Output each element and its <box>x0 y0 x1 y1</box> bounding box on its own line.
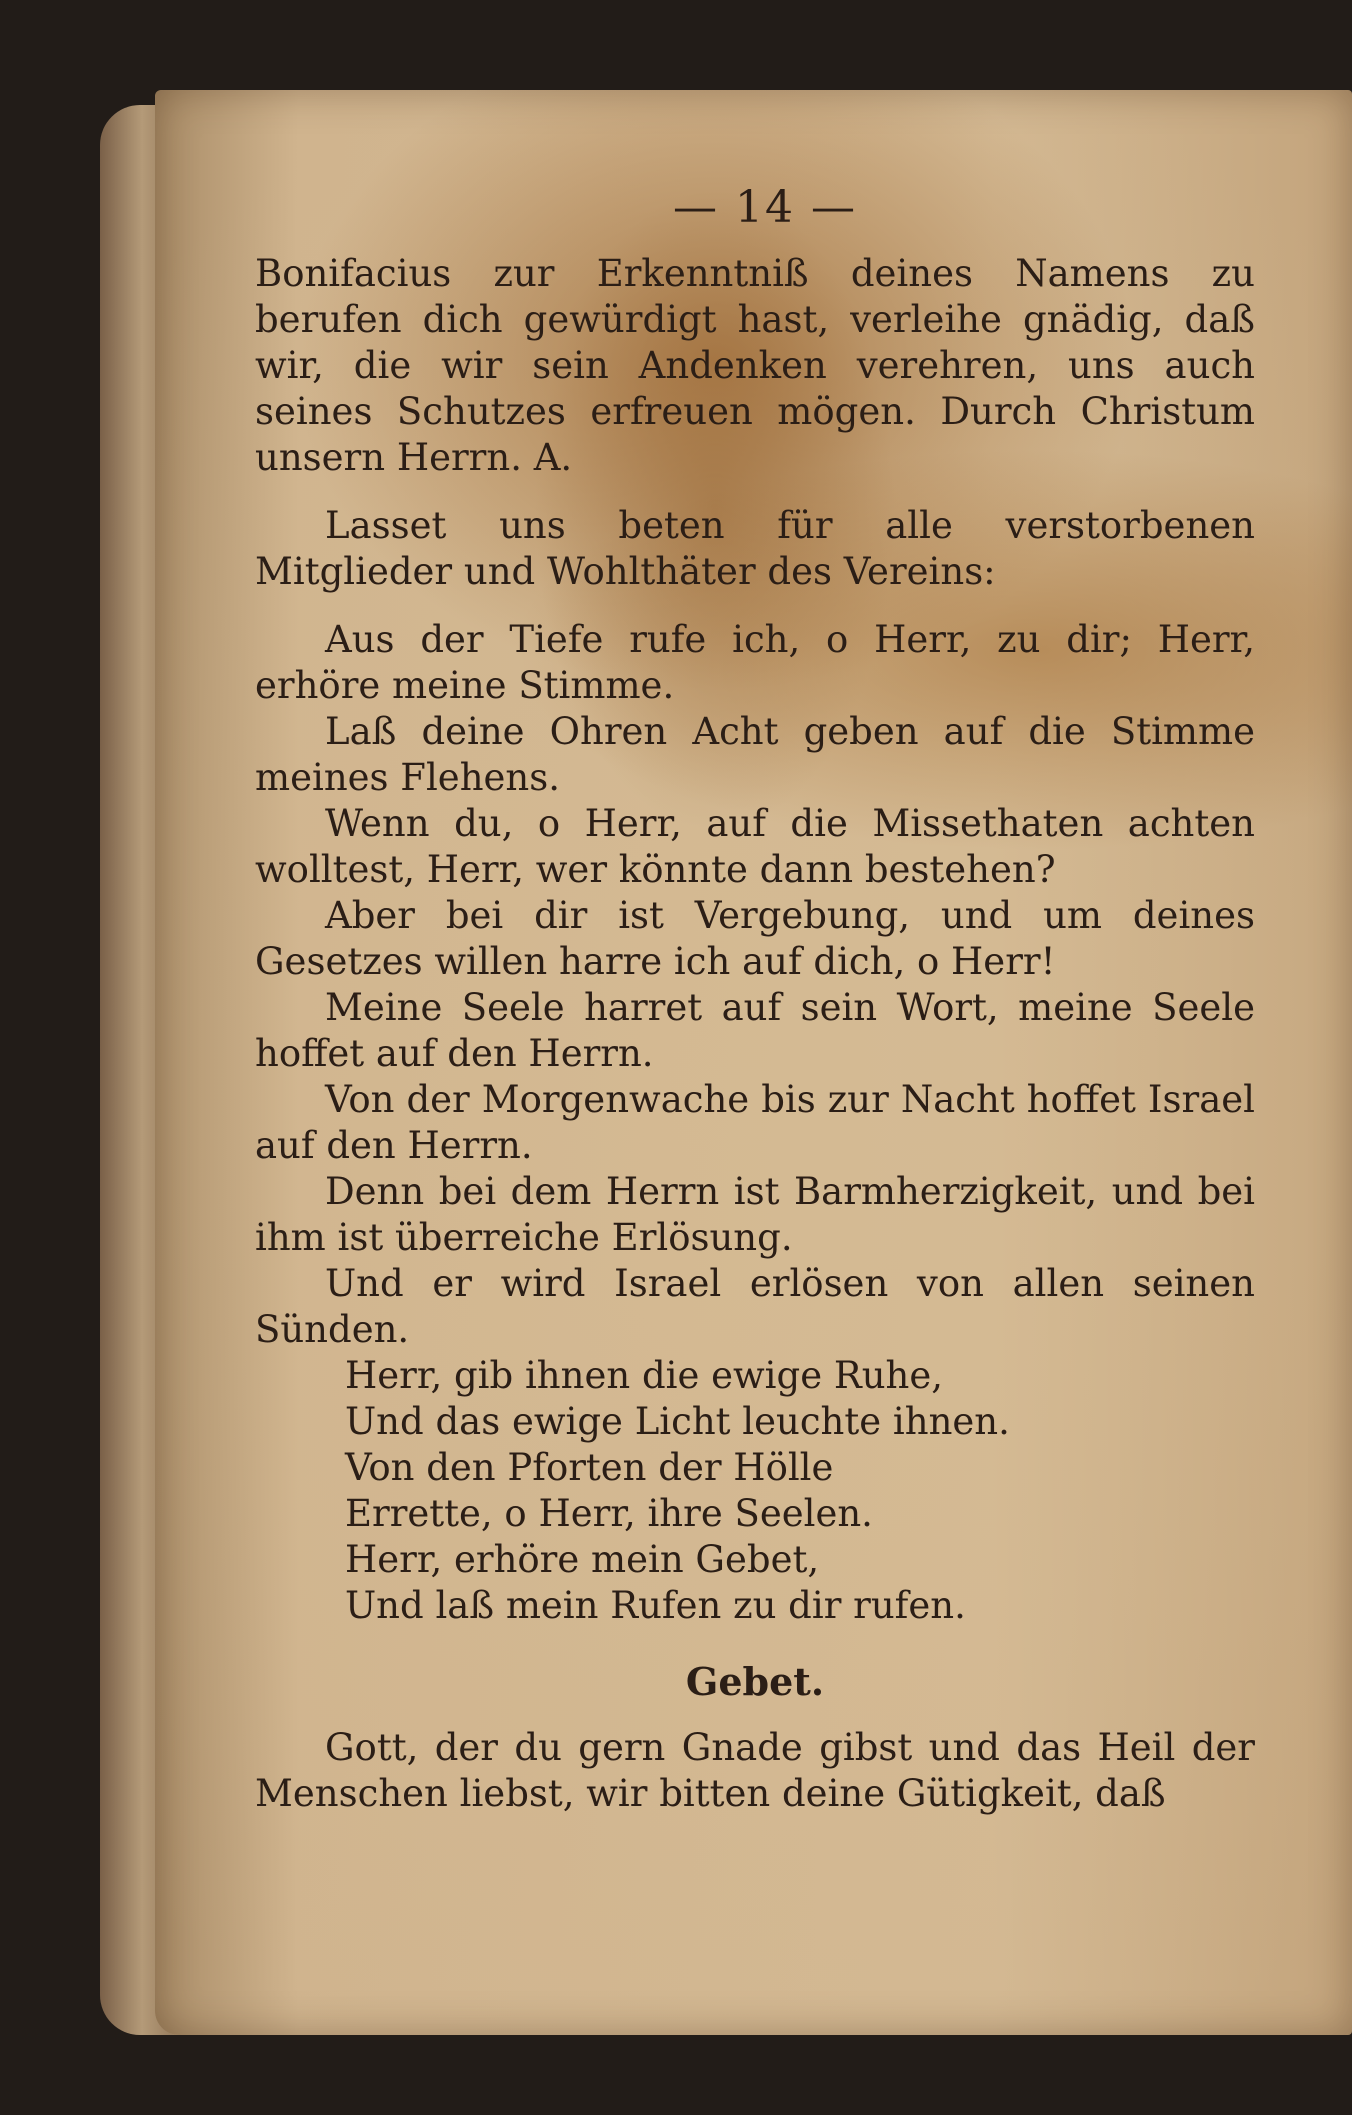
psalm-verse: Aus der Tiefe rufe ich, o Herr, zu dir; Herr, erhöre meine Stimme. <box>255 618 1255 707</box>
psalm-verse: Wenn du, o Herr, auf die Missethaten achten wolltest, Herr, wer könnte dann bestehen? <box>255 802 1255 891</box>
book-page <box>155 90 1352 2035</box>
verse-line: Errette, o Herr, ihre Seelen. <box>345 1492 873 1535</box>
verse-line: Von den Pforten der Hölle <box>345 1446 834 1489</box>
closing-verses <box>345 1353 1255 1629</box>
section-heading: Gebet. <box>685 1659 825 1704</box>
opening-paragraph: Bonifacius zur Erkenntniß deines Namens zu berufen dich gewürdigt hast, verleihe gnädig, daß wir, die wir sein Andenken verehren, uns auch seines Schutzes erfreuen mögen. Durch Christum unsern Herrn. A. <box>255 252 1255 479</box>
verse-line: Und laß mein Rufen zu dir rufen. <box>345 1584 966 1627</box>
psalm-130 <box>255 617 1255 1353</box>
page-number: — 14 — <box>673 182 857 233</box>
psalm-verse: Von der Morgenwache bis zur Nacht hoffet Israel auf den Herrn. <box>255 1078 1255 1167</box>
psalm-verse: Denn bei dem Herrn ist Barmherzigkeit, und bei ihm ist überreiche Erlösung. <box>255 1170 1255 1259</box>
verse-line: Herr, erhöre mein Gebet, <box>345 1538 820 1581</box>
psalm-verse: Meine Seele harret auf sein Wort, meine Seele hoffet auf den Herrn. <box>255 986 1255 1075</box>
verse-line: Herr, gib ihnen die ewige Ruhe, <box>345 1354 944 1397</box>
invitation-paragraph: Lasset uns beten für alle verstorbenen Mitglieder und Wohlthäter des Vereins: <box>255 504 1255 593</box>
page-text <box>255 182 1255 1817</box>
psalm-verse: Und er wird Israel erlösen von allen seinen Sünden. <box>255 1262 1255 1351</box>
psalm-verse: Aber bei dir ist Vergebung, und um deines Gesetzes willen harre ich auf dich, o Herr! <box>255 894 1255 983</box>
closing-paragraph: Gott, der du gern Gnade gibst und das Heil der Menschen liebst, wir bitten deine Gütigkeit, daß <box>255 1726 1255 1815</box>
verse-line: Und das ewige Licht leuchte ihnen. <box>345 1400 1010 1443</box>
psalm-verse: Laß deine Ohren Acht geben auf die Stimme meines Flehens. <box>255 710 1255 799</box>
